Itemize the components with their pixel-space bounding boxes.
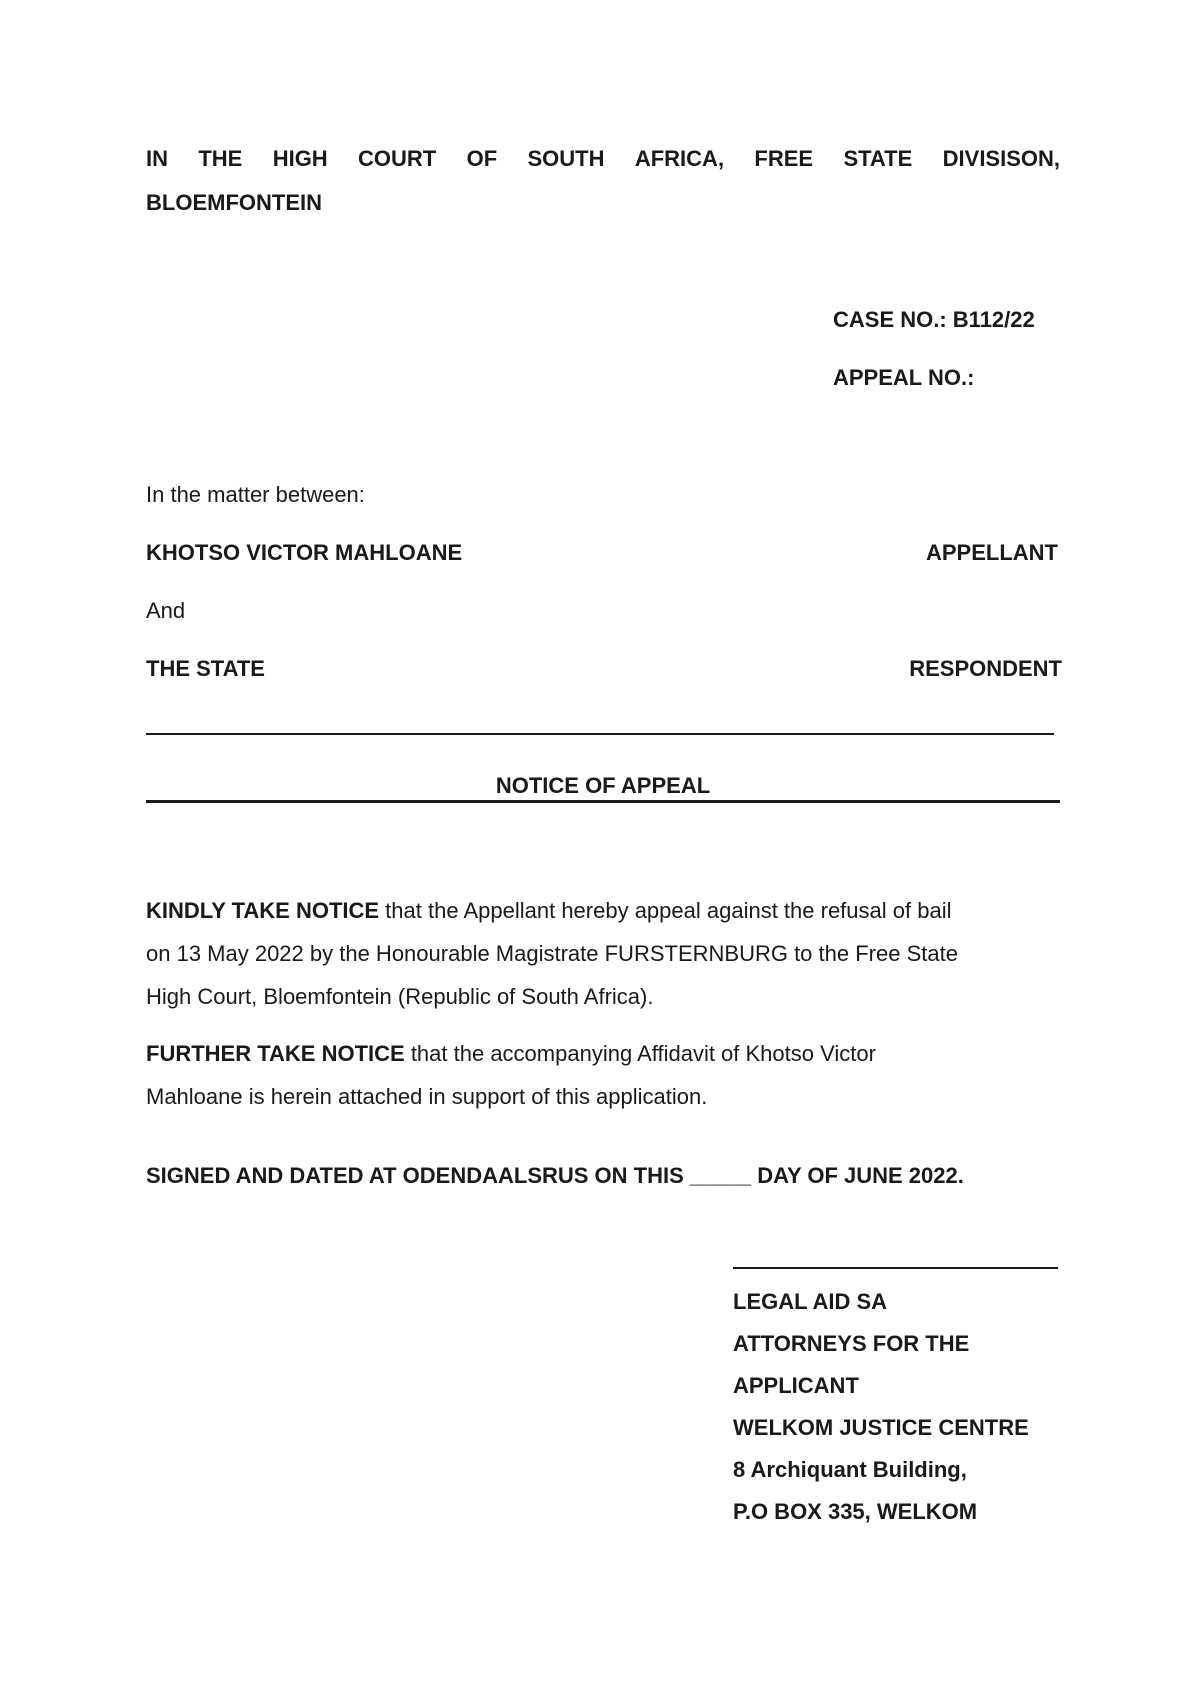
paragraph-line: High Court, Bloemfontein (Republic of South Africa). — [146, 984, 654, 1009]
notice-paragraph-1 — [146, 889, 1066, 1018]
matter-intro: In the matter between: — [146, 482, 365, 507]
court-word: STATE — [843, 146, 913, 171]
case-number: CASE NO.: B112/22 — [833, 307, 1035, 332]
court-word: FREE — [754, 146, 814, 171]
notice-heading: NOTICE OF APPEAL — [495, 773, 711, 798]
court-word: OF — [466, 146, 498, 171]
court-word: AFRICA, — [634, 146, 725, 171]
court-word: THE — [198, 146, 243, 171]
signature-block-line: WELKOM JUSTICE CENTRE — [733, 1415, 1029, 1440]
separator-rule — [146, 733, 1054, 735]
court-word: IN — [146, 146, 168, 171]
appeal-number: APPEAL NO.: — [833, 365, 975, 390]
signature-block-line: P.O BOX 335, WELKOM — [733, 1499, 978, 1524]
paragraph-line: Mahloane is herein attached in support of this application. — [146, 1084, 708, 1109]
heading-underline — [146, 800, 1060, 803]
signature-block-line: 8 Archiquant Building, — [733, 1457, 967, 1482]
notice-lead: FURTHER TAKE NOTICE — [146, 1041, 405, 1066]
signature-block-line: LEGAL AID SA — [733, 1289, 888, 1314]
court-heading-line2: BLOEMFONTEIN — [146, 190, 322, 215]
court-word: COURT — [358, 146, 437, 171]
respondent-role: RESPONDENT — [909, 656, 1062, 681]
notice-text: that the Appellant hereby appeal against the refusal of bail — [379, 898, 952, 923]
court-word: SOUTH — [527, 146, 605, 171]
notice-text: that the accompanying Affidavit of Khotso Victor — [404, 1041, 876, 1066]
appellant-role: APPELLANT — [926, 540, 1058, 565]
court-heading-line1 — [146, 146, 1060, 172]
paragraph-line: on 13 May 2022 by the Honourable Magistrate FURSTERNBURG to the Free State — [146, 941, 958, 966]
party-conjunction: And — [146, 598, 186, 623]
court-word: DIVISISON, — [942, 146, 1060, 171]
appellant-name: KHOTSO VICTOR MAHLOANE — [146, 540, 463, 565]
paragraph-line — [146, 1032, 1066, 1075]
signature-block-line: APPLICANT — [733, 1373, 859, 1398]
notice-paragraph-2 — [146, 1032, 1066, 1118]
signed-dated-line: SIGNED AND DATED AT ODENDAALSRUS ON THIS _____ DAY OF JUNE 2022. — [146, 1163, 964, 1188]
signature-block-line: ATTORNEYS FOR THE — [733, 1331, 970, 1356]
signature-line — [733, 1267, 1058, 1269]
notice-lead: KINDLY TAKE NOTICE — [146, 898, 380, 923]
respondent-name: THE STATE — [146, 656, 265, 681]
court-word: HIGH — [272, 146, 328, 171]
paragraph-line — [146, 889, 1066, 932]
